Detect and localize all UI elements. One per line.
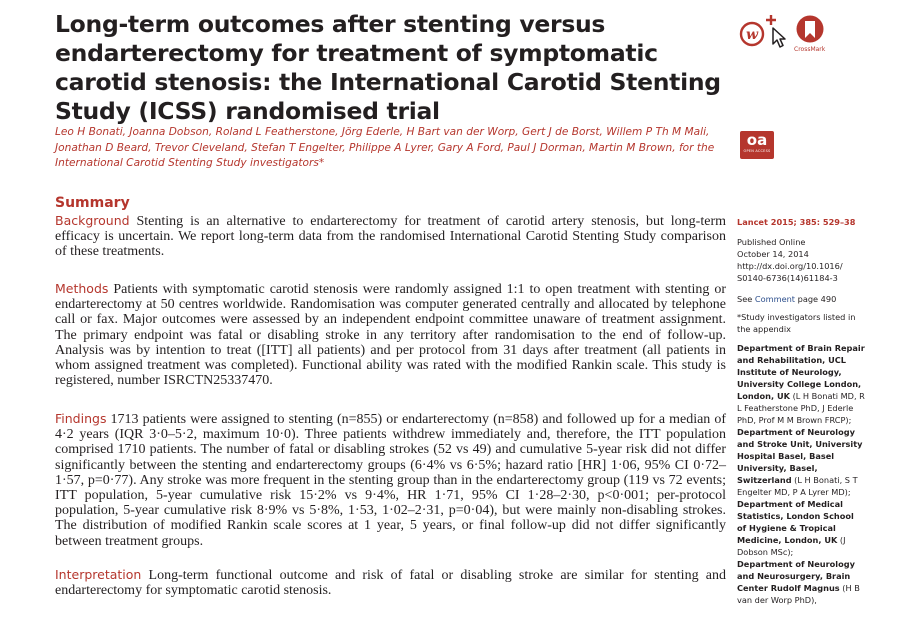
affiliation-item — [737, 558, 865, 606]
publication-info — [737, 236, 907, 284]
see-suffix: page 490 — [797, 294, 837, 304]
affiliation-dept: Department of Neurology and Neurosurgery, Brain Center Rudolf Magnus — [737, 559, 855, 593]
journal-citation: Lancet 2015; 385: 529–38 — [737, 217, 856, 227]
section-label-background: Background — [55, 213, 130, 228]
published-date: October 14, 2014 — [737, 249, 809, 259]
affiliation-item — [737, 426, 865, 498]
open-access-badge-text: oa — [746, 131, 768, 149]
doi-line-1: http://dx.doi.org/10.1016/ — [737, 261, 843, 271]
open-access-badge — [740, 131, 774, 159]
affiliation-people: (L H Bonati, S T Engelter MD, P A Lyrer MD); — [737, 475, 858, 497]
affiliation-dept: Department of Medical Statistics, London School of Hygiene & Tropical Medicine, London, UK — [737, 499, 854, 545]
doi-link[interactable] — [737, 261, 843, 283]
abstract-findings — [55, 411, 726, 549]
affiliations — [737, 342, 865, 606]
svg-text:w: w — [745, 27, 759, 43]
cross-cursor-icon[interactable] — [764, 14, 790, 48]
affiliation-item — [737, 342, 865, 426]
affiliation-people: (H B van der Worp PhD), — [737, 583, 860, 605]
affiliation-people: (L H Bonati MD, R L Featherstone PhD, J Ederle PhD, Prof M M Brown FRCP); — [737, 391, 865, 425]
doi-line-2: S0140-6736(14)61184-3 — [737, 273, 838, 283]
abstract-methods — [55, 281, 726, 388]
section-label-findings: Findings — [55, 411, 107, 426]
investigators-note: *Study investigators listed in the appendix — [737, 312, 856, 334]
abstract-interpretation — [55, 567, 726, 598]
findings-text: 1713 patients were assigned to stenting (n=855) or endarterectomy (n=858) and followed up for a median of 4·2 years (IQR 3·0–5·2, maximum 10·0). Three patients withdrew immediately and, therefore, the ITT population comprised 1710 patients. The number of fatal or disabling strokes (52 vs 49) and cumulative 5-year risk did not differ significantly between the stenting and endarterectomy groups (6·4% vs 6·5%; hazard ratio [HR] 1·06, 95% CI 0·72–1·57, p=0·77). Any stroke was more frequent in the stenting group than in the endarterectomy group (119 vs 72 events; ITT population, 5-year cumulative risk 15·2% vs 9·4%, HR 1·71, 95% CI 1·28–2·30, p<0·001; per-protocol population, 5-year cumulative risk 8·9% vs 5·8%, 1·53, 1·02–2·31, p=0·04), but were mainly non-disabling strokes. The distribution of modified Rankin scale scores at 1 year, 5 years, or final follow-up did not differ significantly between treatment groups. — [55, 412, 727, 549]
comment-link[interactable]: Comment — [754, 294, 796, 304]
crossmark-label: CrossMark — [794, 46, 826, 53]
see-comment — [737, 293, 907, 305]
affiliation-item — [737, 498, 865, 558]
published-label: Published Online — [737, 237, 806, 247]
summary-heading: Summary — [55, 195, 130, 211]
methods-text: Patients with symptomatic carotid stenosis were randomly assigned 1:1 to open treatment with stenting or endarterectomy at 50 centres worldwide. Randomisation was computer generated centrally and allocated by telephone call or fax. Major outcomes were assessed by an independent endpoint committee unaware of treatment assignment. The primary endpoint was fatal or disabling stroke in any territory after randomisation to the end of follow-up. Analysis was by intention to treat ([ITT] all patients) and per protocol from 31 days after treatment (all patients in whom assigned treatment was completed). Functional ability was rated with the modified Rankin scale. This study is registered, number ISRCTN25337470. — [55, 282, 726, 389]
affiliation-dept: Department of Neurology and Stroke Unit, University Hospital Basel, Basel University, Basel, Switzerland — [737, 427, 863, 485]
affiliation-dept: Department of Brain Repair and Rehabilitation, UCL Institute of Neurology, University College London, London, UK — [737, 343, 865, 401]
interpretation-text: Long-term functional outcome and risk of fatal or disabling stroke are similar for stenting and endarterectomy for symptomatic carotid stenosis. — [55, 568, 726, 599]
article-title: Long-term outcomes after stenting versus endarterectomy for treatment of symptomatic carotid stenosis: the International Carotid Stenting Study (ICSS) randomised trial — [55, 10, 721, 125]
open-access-badge-subtext: OPEN ACCESS — [743, 149, 771, 153]
abstract-background — [55, 213, 726, 260]
crossmark-icon[interactable] — [795, 14, 825, 46]
lancet-logo-icon[interactable] — [739, 19, 765, 47]
section-label-interpretation: Interpretation — [55, 567, 142, 582]
section-label-methods: Methods — [55, 281, 109, 296]
author-list: Leo H Bonati, Joanna Dobson, Roland L Featherstone, Jörg Ederle, H Bart van der Worp, Gert J de Borst, Willem P Th M Mali, Jonathan D Beard, Trevor Cleveland, Stefan T Engelter, Philippe A Lyrer, Gary A Ford, Paul J Dorman, Martin M Brown, for the International Carotid Stenting Study investigators* — [55, 126, 715, 169]
background-text: Stenting is an alternative to endarterectomy for treatment of carotid artery stenosis, but long-term efficacy is uncertain. We report long-term data from the randomised International Carotid Stenting Study comparison of these treatments. — [55, 214, 726, 260]
see-prefix: See — [737, 294, 753, 304]
affiliation-people: (J Dobson MSc); — [737, 535, 846, 557]
